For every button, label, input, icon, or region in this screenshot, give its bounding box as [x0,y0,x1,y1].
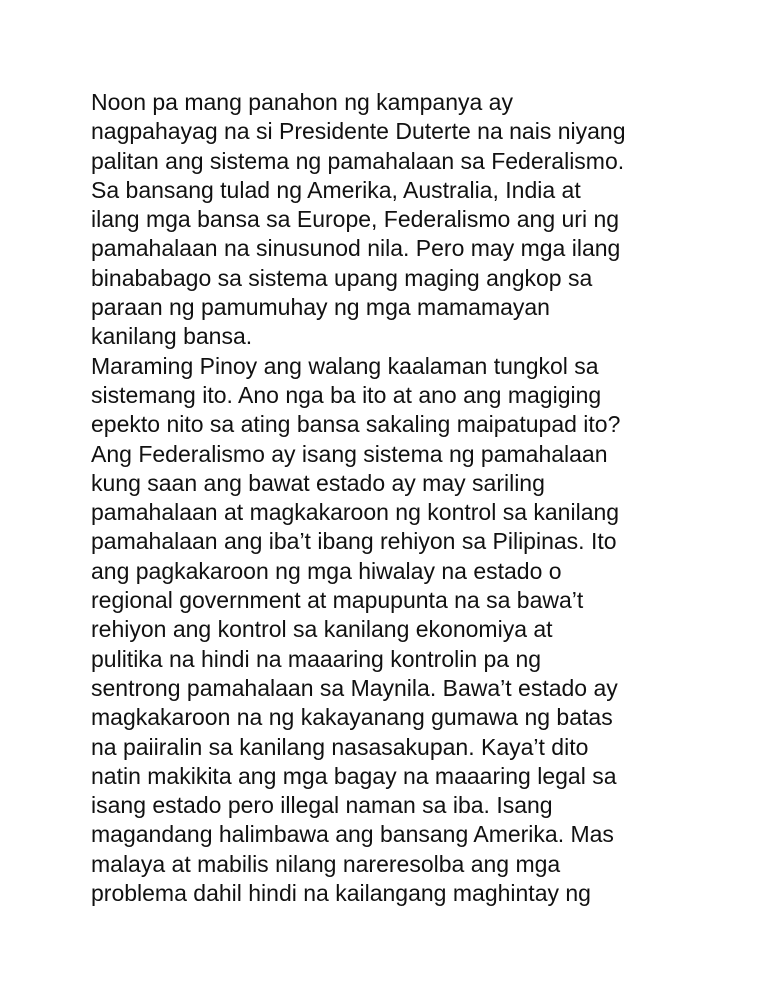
document-body-text [91,88,691,908]
text-line: ilang mga bansa sa Europe, Federalismo ang uri ng [91,206,620,233]
text-line: kanilang bansa. [91,323,253,350]
text-line: nagpahayag na si Presidente Duterte na nais niyang [91,118,626,145]
text-line: kung saan ang bawat estado ay may sariling [91,469,545,496]
text-line: Maraming Pinoy ang walang kaalaman tungkol sa [91,352,599,379]
text-line: epekto nito sa ating bansa sakaling maipatupad ito? [91,411,621,438]
text-line: Ang Federalismo ay isang sistema ng pamahalaan [91,440,608,467]
text-line: natin makikita ang mga bagay na maaaring legal sa [91,762,617,789]
text-line: problema dahil hindi na kailangang maghintay ng [91,880,591,907]
text-line: isang estado pero illegal naman sa iba. Isang [91,792,553,819]
text-line: palitan ang sistema ng pamahalaan sa Federalismo. [91,147,625,174]
text-line: Noon pa mang panahon ng kampanya ay [91,89,513,115]
text-line: pamahalaan na sinusunod nila. Pero may mga ilang [91,235,621,262]
text-line: pulitika na hindi na maaaring kontrolin pa ng [91,645,542,672]
text-line: na paiiralin sa kanilang nasasakupan. Kaya’t dito [91,733,589,760]
text-line: malaya at mabilis nilang nareresolba ang mga [91,850,561,877]
text-line: magandang halimbawa ang bansang Amerika. Mas [91,821,614,848]
text-line: regional government at mapupunta na sa bawa’t [91,587,584,614]
text-line: sistemang ito. Ano nga ba ito at ano ang magiging [91,381,602,408]
text-line: binababago sa sistema upang maging angkop sa [91,264,593,291]
text-line: pamahalaan at magkakaroon ng kontrol sa kanilang [91,499,620,526]
text-line: magkakaroon na ng kakayanang gumawa ng batas [91,704,613,731]
text-line: sentrong pamahalaan sa Maynila. Bawa’t estado ay [91,674,618,701]
text-line: rehiyon ang kontrol sa kanilang ekonomiya at [91,616,553,643]
text-line: pamahalaan ang iba’t ibang rehiyon sa Pilipinas. Ito [91,528,617,555]
text-line: Sa bansang tulad ng Amerika, Australia, India at [91,176,581,203]
text-line: paraan ng pamumuhay ng mga mamamayan [91,294,550,321]
text-line: ang pagkakaroon ng mga hiwalay na estado o [91,557,562,584]
